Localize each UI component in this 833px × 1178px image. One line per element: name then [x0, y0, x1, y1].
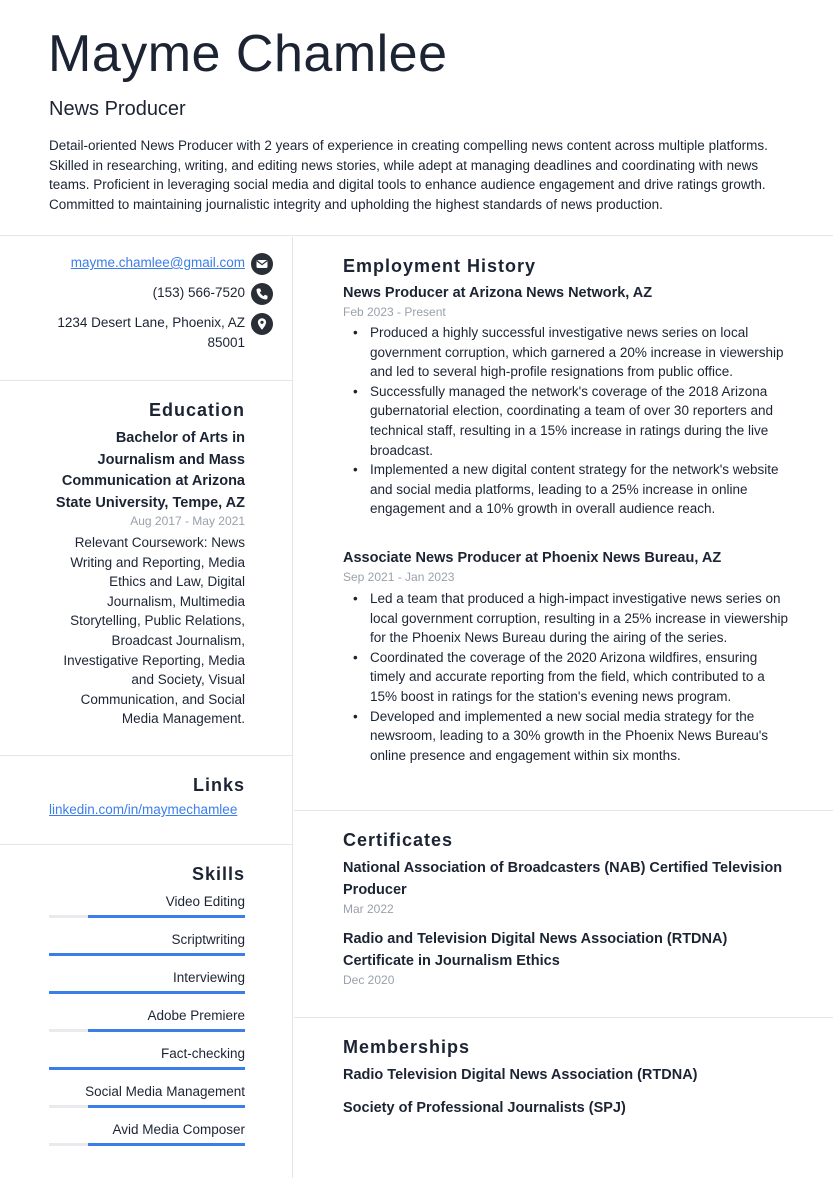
education-section: [0, 381, 293, 756]
candidate-name: Mayme Chamlee: [48, 25, 448, 83]
skill-item: [49, 893, 245, 918]
skill-name: Video Editing: [165, 894, 245, 909]
skills-heading: Skills: [191, 864, 245, 884]
address-line-2: 85001: [207, 334, 245, 350]
contact-address-row: [57, 313, 273, 352]
education-description: Relevant Coursework: News Writing and Reporting, Media Ethics and Law, Digital Journalism, Multimedia Storytelling, Public Relations, Broadcast Journalism, Investigative Reporting, Media and Society, Visual Communication, and Social Media Management.: [63, 535, 245, 727]
job-bullet: • Produced a highly successful investigative news series on local government corruption, which garnered a 20% increase in viewership and led to several high-profile resignations from public office.: [351, 323, 791, 382]
skill-level-bar: [49, 1067, 245, 1070]
certificate-name: National Association of Broadcasters (NAB) Certified Television Producer: [343, 860, 783, 898]
certificate-name: Radio and Television Digital News Association (RTDNA) Certificate in Journalism Ethics: [343, 931, 728, 969]
skill-name: Interviewing: [172, 970, 245, 985]
skill-level-fill: [49, 991, 245, 994]
job-bullet: • Coordinated the coverage of the 2020 Arizona wildfires, ensuring timely and accurate reporting from the field, which contributed to a 15% boost in ratings for the station's evening news program.: [351, 648, 791, 707]
membership-item: Society of Professional Journalists (SPJ): [343, 1100, 626, 1116]
phone-number: (153) 566-7520: [152, 285, 245, 300]
skill-name: Scriptwriting: [171, 932, 245, 947]
job-bullets: [351, 323, 791, 519]
skill-item: [49, 1083, 245, 1108]
skill-level-bar: [49, 991, 245, 994]
location-pin-icon: [251, 313, 273, 335]
job-bullets: [351, 589, 791, 765]
skill-level-bar: [49, 1105, 245, 1108]
certificate-date: Dec 2020: [343, 973, 395, 987]
skill-level-fill: [88, 1143, 245, 1146]
skills-section: [0, 845, 293, 1178]
education-dates: Aug 2017 - May 2021: [130, 514, 245, 528]
skill-level-fill: [88, 915, 245, 918]
skill-name: Avid Media Composer: [112, 1122, 245, 1137]
section-divider: [294, 810, 833, 811]
contact-email-row: [71, 253, 273, 275]
skill-level-fill: [49, 1067, 245, 1070]
linkedin-link[interactable]: linkedin.com/in/maymechamlee: [49, 802, 238, 817]
left-column: [0, 237, 293, 1178]
skill-level-bar: [49, 915, 245, 918]
section-divider: [294, 1017, 833, 1018]
skill-level-bar: [49, 953, 245, 956]
job-title: News Producer at Arizona News Network, AZ: [343, 285, 653, 301]
address-line-1: 1234 Desert Lane, Phoenix, AZ: [57, 315, 245, 330]
job-dates: Feb 2023 - Present: [343, 305, 446, 319]
job-dates: Sep 2021 - Jan 2023: [343, 570, 455, 584]
envelope-icon: [251, 253, 273, 275]
certificates-heading: Certificates: [343, 830, 454, 850]
skill-level-fill: [88, 1105, 245, 1108]
skill-name: Fact-checking: [160, 1046, 245, 1061]
job-bullet: • Successfully managed the network's coverage of the 2018 Arizona gubernatorial election, coordinating a team of over 30 reporters and technical staff, resulting in a 15% increase in ratings during the live broadcast.: [351, 382, 791, 460]
professional-summary: Detail-oriented News Producer with 2 years of experience in creating compelling news content across multiple platforms. Skilled in researching, writing, and editing news stories, while adept at managing deadlines and coordinating with news teams. Proficient in leveraging social media and digital tools to enhance audience engagement and drive ratings growth. Committed to maintaining journalistic integrity and upholding the highest standards of news production.: [49, 138, 768, 213]
employment-heading: Employment History: [343, 256, 537, 276]
job-bullet: • Led a team that produced a high-impact investigative news series on local government corruption, resulting in a 25% increase in viewership for the Phoenix News Bureau during the airing of the series.: [351, 589, 791, 648]
education-heading: Education: [148, 400, 245, 420]
skill-level-fill: [88, 1029, 245, 1032]
resume-header: [0, 0, 833, 236]
skill-level-fill: [49, 953, 245, 956]
job-bullet: • Developed and implemented a new social media strategy for the newsroom, leading to a 30% growth in the Phoenix News Bureau's online presence and engagement within six months.: [351, 707, 791, 766]
links-heading: Links: [192, 775, 245, 795]
job-bullet: • Implemented a new digital content strategy for the network's website and social media platforms, leading to a 25% increase in online engagement and a 10% growth in overall audience reach.: [351, 460, 791, 519]
skill-name: Adobe Premiere: [147, 1008, 245, 1023]
skill-item: [49, 931, 245, 956]
certificate-date: Mar 2022: [343, 902, 394, 916]
skill-level-bar: [49, 1029, 245, 1032]
contact-section: [0, 237, 293, 381]
skill-item: [49, 969, 245, 994]
contact-phone-row: [153, 283, 273, 305]
skill-item: [49, 1045, 245, 1070]
links-section: [0, 756, 293, 845]
membership-item: Radio Television Digital News Association (RTDNA): [343, 1067, 698, 1083]
memberships-heading: Memberships: [343, 1037, 471, 1057]
skill-item: [49, 1121, 245, 1146]
education-degree: Bachelor of Arts in Journalism and Mass Communication at Arizona State University, Tempe, AZ: [55, 430, 245, 511]
skill-level-bar: [49, 1143, 245, 1146]
candidate-job-title: News Producer: [49, 98, 186, 120]
skill-name: Social Media Management: [85, 1084, 245, 1099]
phone-icon: [251, 283, 273, 305]
job-title: Associate News Producer at Phoenix News Bureau, AZ: [343, 550, 722, 566]
skill-item: [49, 1007, 245, 1032]
email-link[interactable]: mayme.chamlee@gmail.com: [70, 255, 245, 270]
